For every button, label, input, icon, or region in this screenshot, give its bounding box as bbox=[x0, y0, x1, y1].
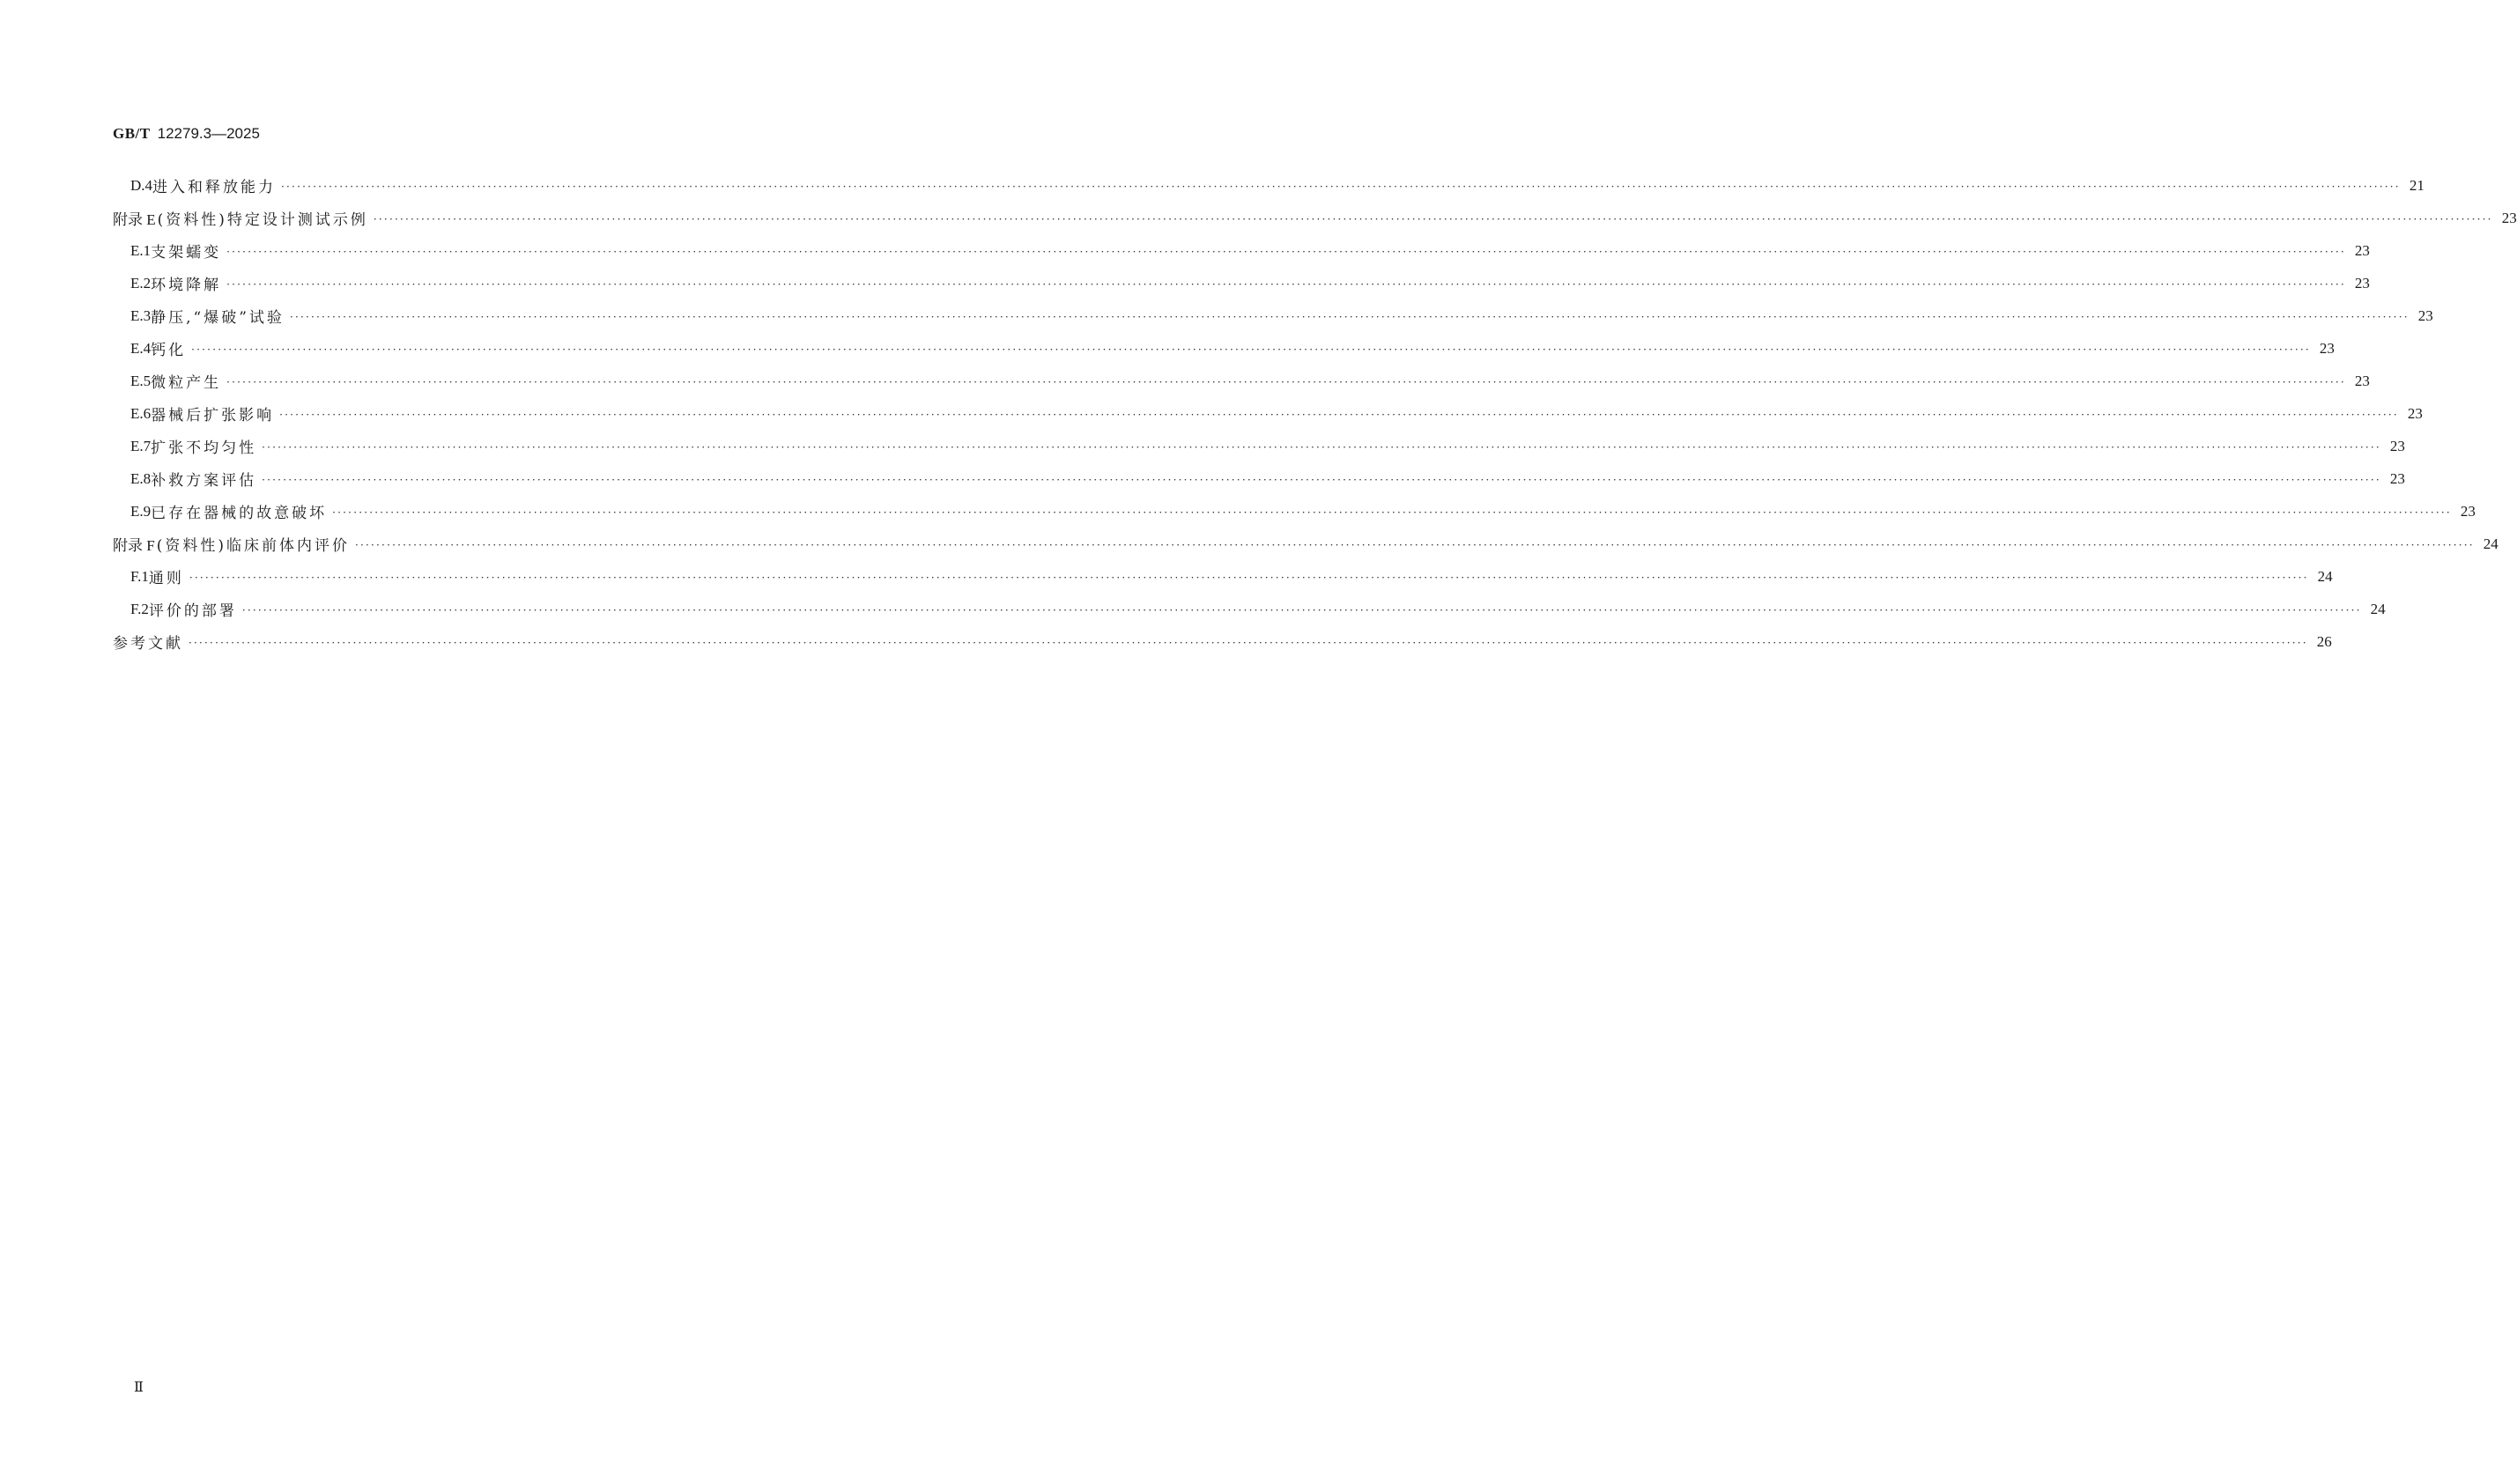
toc-dot-leader: ················································································································································································································································································································································································································ bbox=[279, 408, 2399, 421]
toc-entry[interactable] bbox=[113, 397, 2423, 430]
toc-entry-page: 23 bbox=[2354, 372, 2370, 389]
toc-dot-leader: ················································································································································································································································································································································································································ bbox=[354, 538, 2475, 551]
toc-entry[interactable] bbox=[113, 332, 2335, 365]
standard-number: 12279.3—2025 bbox=[157, 125, 260, 142]
toc-dot-leader: ················································································································································································································································································································································································································ bbox=[262, 440, 2381, 454]
toc-entry[interactable] bbox=[113, 365, 2370, 397]
toc-entry-annex-type: (资料性) bbox=[156, 537, 226, 555]
toc-entry-number: E.5 bbox=[130, 372, 152, 389]
toc-dot-leader: ················································································································································································································································································································································································································ bbox=[226, 375, 2346, 388]
toc-dot-leader: ················································································································································································································································································································································································································ bbox=[373, 212, 2493, 225]
toc-entry-title: 钙化 bbox=[151, 342, 187, 359]
toc-entry-page: 23 bbox=[2354, 274, 2370, 292]
toc-entry-page: 23 bbox=[2407, 404, 2423, 422]
toc-dot-leader: ················································································································································································································································································································································································································ bbox=[226, 245, 2346, 258]
toc-entry-number: E.2 bbox=[130, 274, 152, 292]
toc-entry-number: D.4 bbox=[130, 176, 153, 194]
toc-entry-number: E.8 bbox=[130, 469, 152, 487]
toc-entry-page: 23 bbox=[2389, 437, 2405, 454]
toc-entry-page: 23 bbox=[2319, 339, 2335, 357]
toc-dot-leader: ················································································································································································································································································································································································································ bbox=[241, 603, 2362, 616]
toc-entry-page: 21 bbox=[2409, 176, 2424, 194]
page-number: Ⅱ bbox=[134, 1380, 144, 1395]
toc-entry-page: 23 bbox=[2354, 241, 2370, 259]
toc-entry-page: 23 bbox=[2501, 209, 2517, 226]
toc-entry[interactable] bbox=[113, 495, 2476, 528]
toc-entry-page: 24 bbox=[2483, 535, 2498, 552]
toc-dot-leader: ················································································································································································································································································································································································································ bbox=[189, 571, 2309, 584]
toc-entry-title: 评价的部署 bbox=[148, 602, 237, 620]
toc-dot-leader: ················································································································································································································································································································································································································ bbox=[191, 343, 2311, 356]
toc-entry-number: 附录 F bbox=[113, 537, 155, 554]
toc-dot-leader: ················································································································································································································································································································································································································ bbox=[226, 277, 2346, 291]
toc-entry[interactable] bbox=[113, 202, 2517, 234]
toc-entry[interactable] bbox=[113, 625, 2332, 658]
toc-entry-page: 24 bbox=[2317, 567, 2333, 585]
toc-entry[interactable] bbox=[113, 299, 2433, 332]
toc-entry-number: F.1 bbox=[130, 567, 149, 585]
document-header bbox=[113, 125, 260, 143]
table-of-contents bbox=[113, 169, 2517, 658]
toc-entry-title: 补救方案评估 bbox=[151, 472, 257, 490]
toc-entry-title: 通则 bbox=[148, 570, 184, 587]
toc-entry[interactable] bbox=[113, 560, 2333, 593]
toc-dot-leader: ················································································································································································································································································································································································································ bbox=[262, 473, 2381, 486]
toc-entry-page: 23 bbox=[2389, 469, 2405, 487]
toc-entry-number: 附录 E bbox=[113, 211, 156, 228]
toc-entry-title: 进入和释放能力 bbox=[152, 179, 277, 196]
toc-dot-leader: ················································································································································································································································································································································································································ bbox=[281, 180, 2401, 193]
toc-entry[interactable] bbox=[113, 528, 2498, 560]
toc-entry-page: 24 bbox=[2370, 600, 2386, 617]
toc-entry-page: 23 bbox=[2460, 502, 2476, 520]
toc-entry-title: 支架蠕变 bbox=[151, 244, 222, 262]
toc-entry-title: 静压,“爆破”试验 bbox=[151, 309, 285, 327]
standard-code: GB/T bbox=[113, 125, 151, 142]
toc-dot-leader: ················································································································································································································································································································································································································ bbox=[332, 506, 2452, 519]
toc-entry[interactable] bbox=[113, 267, 2370, 299]
toc-entry-number: E.6 bbox=[130, 404, 152, 422]
toc-entry-annex-type: (资料性) bbox=[157, 211, 227, 229]
toc-entry-title: 微粒产生 bbox=[151, 374, 222, 392]
toc-entry-page: 23 bbox=[2417, 306, 2433, 324]
toc-entry-number: F.2 bbox=[130, 600, 149, 617]
toc-entry-title: 临床前体内评价 bbox=[226, 537, 350, 555]
toc-entry-number: E.3 bbox=[130, 306, 152, 324]
toc-entry[interactable] bbox=[113, 169, 2424, 202]
toc-entry-title: 环境降解 bbox=[151, 277, 222, 294]
toc-entry-title: 器械后扩张影响 bbox=[151, 407, 275, 425]
toc-dot-leader: ················································································································································································································································································································································································································ bbox=[189, 636, 2308, 649]
toc-entry[interactable] bbox=[113, 430, 2405, 462]
toc-entry-number: E.1 bbox=[130, 241, 152, 259]
toc-entry-title: 已存在器械的故意破坏 bbox=[151, 505, 328, 522]
toc-entry-number: E.4 bbox=[130, 339, 152, 357]
toc-entry[interactable] bbox=[113, 593, 2386, 625]
toc-entry-number: E.9 bbox=[130, 502, 152, 520]
toc-entry-page: 26 bbox=[2316, 632, 2332, 650]
toc-entry[interactable] bbox=[113, 462, 2405, 495]
toc-entry-title: 扩张不均匀性 bbox=[151, 439, 257, 457]
toc-entry-number: E.7 bbox=[130, 437, 152, 454]
toc-entry[interactable] bbox=[113, 234, 2370, 267]
toc-dot-leader: ················································································································································································································································································································································································································ bbox=[289, 310, 2410, 323]
toc-entry-title: 参考文献 bbox=[113, 635, 183, 653]
toc-entry-title: 特定设计测试示例 bbox=[226, 211, 368, 229]
